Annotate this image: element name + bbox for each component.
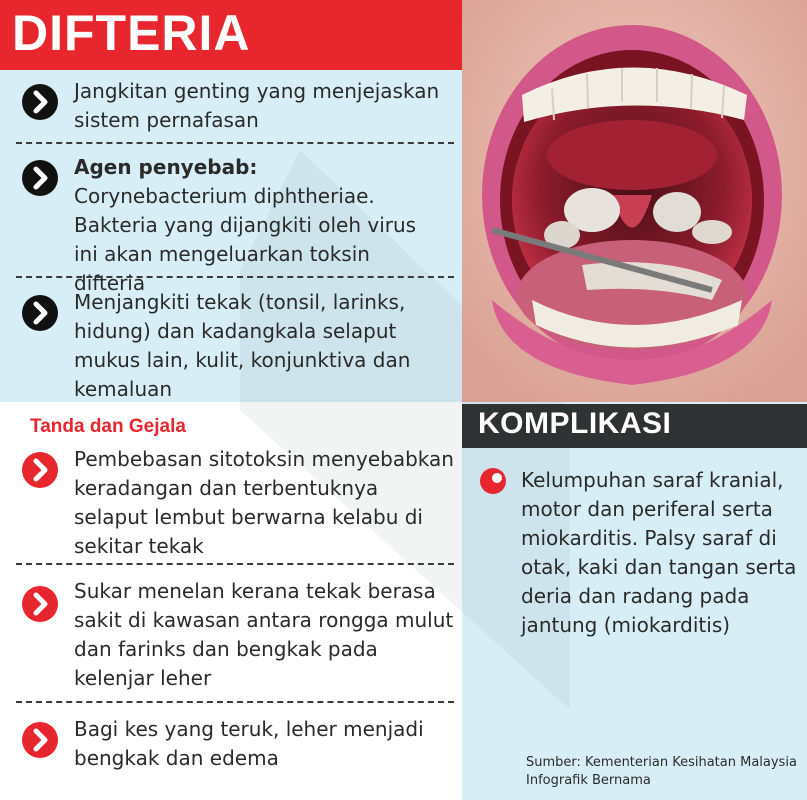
chevron-right-icon [22,84,58,120]
divider [16,701,454,703]
throat-photo [462,0,807,402]
chevron-right-icon [22,295,58,331]
symptom-item-2: Sukar menelan kerana tekak berasa sakit di kawasan antara rongga mulut dan farinks dan bengkak pada kelenjar leher [74,579,454,690]
divider [16,142,454,144]
chevron-right-icon [22,160,58,196]
divider [16,276,454,278]
page-title: DIFTERIA [12,5,251,61]
intro-item-3-text: Menjangkiti tekak (tonsil, larinks, hidung) dan kadangkala selaput mukus lain, kulit, konjunktiva dan kemaluan [74,290,411,401]
source-line-2: Infografik Bernama [526,773,651,788]
complications-text: Kelumpuhan saraf kranial, motor dan periferal serta miokarditis. Palsy saraf di otak, kaki dan tangan serta deria dan radang pada jantung (miokarditis) [521,468,797,637]
complications-heading: KOMPLIKASI [478,407,672,440]
red-dot-icon [480,468,506,494]
divider [16,563,454,565]
throat-illustration [462,0,807,402]
chevron-right-icon [22,452,58,488]
symptom-item-3: Bagi kes yang teruk, leher menjadi bengkak dan edema [74,717,424,770]
symptom-item-1: Pembebasan sitotoksin menyebabkan keradangan dan terbentuknya selaput lembut berwarna kelabu di sekitar tekak [74,447,454,558]
intro-item-1 [74,77,454,135]
source-credit [526,754,797,790]
source-line-1: Sumber: Kementerian Kesihatan Malaysia [526,755,797,770]
intro-item-1-text: Jangkitan genting yang menjejaskan sistem pernafasan [74,79,440,132]
chevron-right-icon [22,722,58,758]
symptoms-heading: Tanda dan Gejala [30,416,186,437]
intro-item-3 [74,288,454,404]
intro-item-2-text: Corynebacterium diphtheriae. Bakteria yang dijangkiti oleh virus ini akan mengeluarkan toksin difteria [74,184,417,295]
intro-item-2-bold: Agen penyebab: [74,155,258,179]
chevron-right-icon [22,586,58,622]
